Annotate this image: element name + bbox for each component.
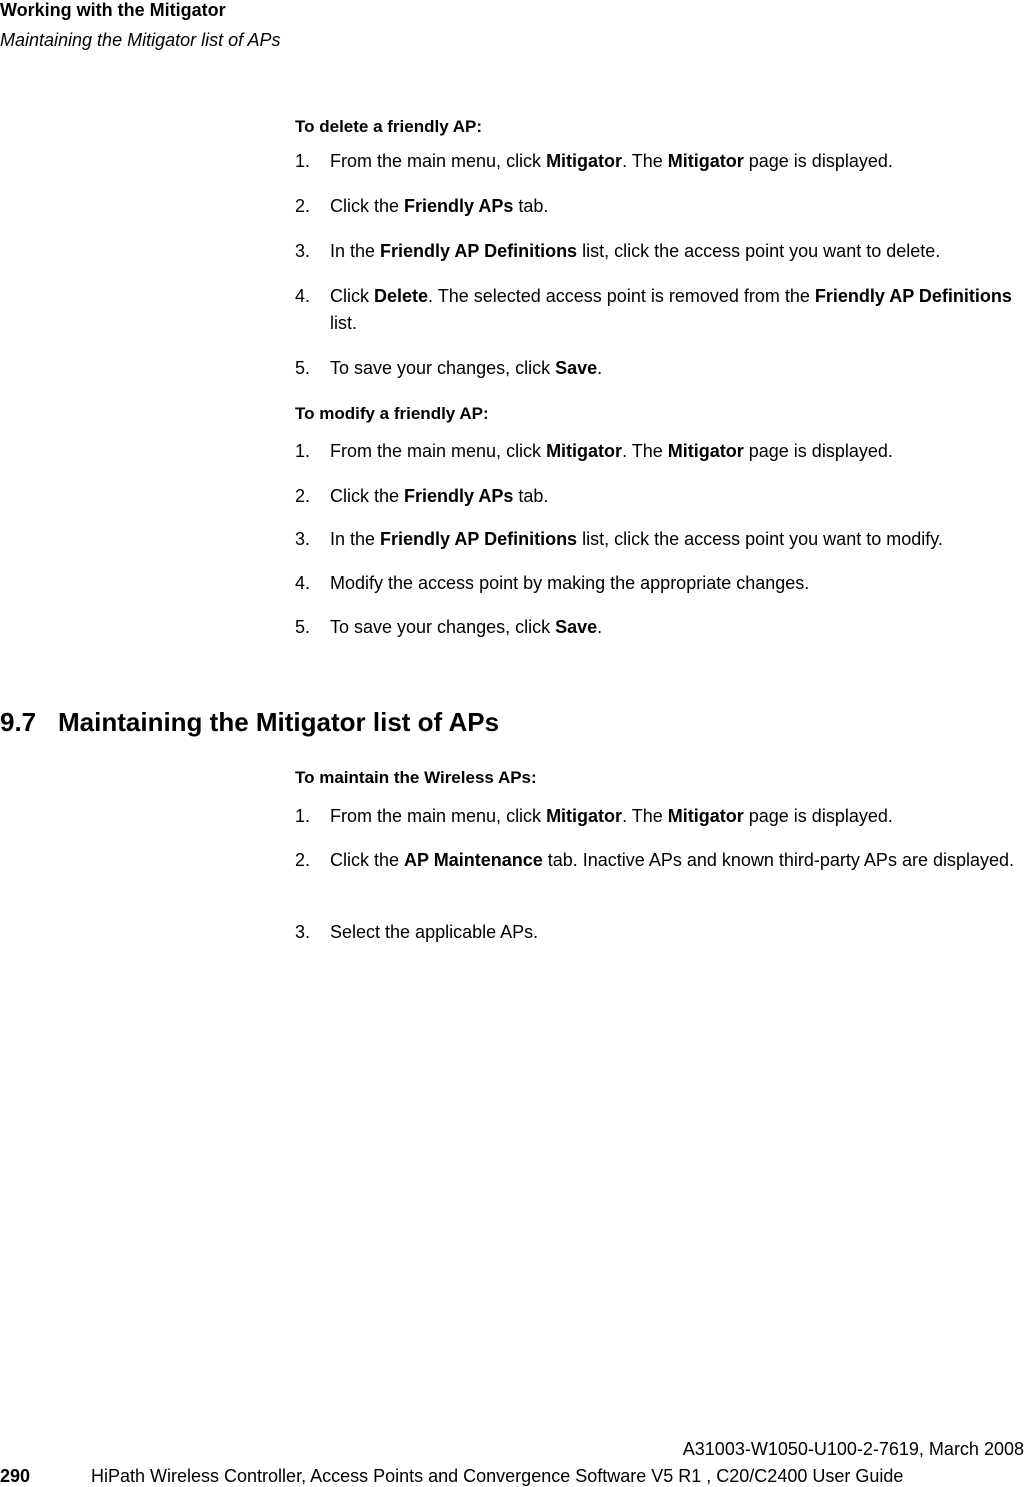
step-text: To save your changes, click Save. (330, 617, 603, 637)
list-item (295, 238, 1030, 265)
section-heading (0, 706, 499, 738)
step-text: Select the applicable APs. (330, 922, 539, 942)
step-number: 1. (295, 151, 311, 171)
list-item (295, 803, 1030, 830)
chapter-title: Working with the Mitigator (0, 0, 226, 20)
step-text: Click the AP Maintenance tab. Inactive APs and known third-party APs are displayed. (330, 850, 1015, 870)
step-number: 2. (295, 850, 311, 870)
list-item (295, 526, 1030, 553)
step-number: 2. (295, 486, 311, 506)
step-number: 2. (295, 196, 311, 216)
step-text: To save your changes, click Save. (330, 358, 603, 378)
section-title: Maintaining the Mitigator list of APs (58, 707, 500, 737)
step-text: From the main menu, click Mitigator. The Mitigator page is displayed. (330, 151, 893, 171)
list-item (295, 148, 1030, 175)
step-number: 3. (295, 241, 311, 261)
step-number: 1. (295, 441, 311, 461)
step-text: Modify the access point by making the appropriate changes. (330, 573, 810, 593)
step-text: Click Delete. The selected access point is removed from the Friendly AP Definitions list. (330, 286, 1012, 333)
book-title: HiPath Wireless Controller, Access Points and Convergence Software V5 R1 , C20/C2400 User Guide (91, 1466, 904, 1486)
step-text: Click the Friendly APs tab. (330, 486, 549, 506)
list-item (295, 570, 1030, 597)
step-number: 4. (295, 286, 311, 306)
step-number: 3. (295, 529, 311, 549)
step-text: From the main menu, click Mitigator. The Mitigator page is displayed. (330, 806, 893, 826)
doc-id: A31003-W1050-U100-2-7619, March 2008 (682, 1439, 1024, 1459)
section-number: 9.7 (0, 707, 37, 737)
list-item (295, 847, 1030, 874)
step-number: 1. (295, 806, 311, 826)
delete-procedure-heading: To delete a friendly AP: (295, 117, 483, 136)
step-number: 3. (295, 922, 311, 942)
step-number: 5. (295, 617, 311, 637)
list-item (295, 355, 1030, 382)
maintain-procedure-heading: To maintain the Wireless APs: (295, 768, 537, 787)
list-item (295, 614, 1030, 641)
list-item (295, 193, 1030, 220)
step-text: In the Friendly AP Definitions list, click the access point you want to modify. (330, 529, 943, 549)
list-item (295, 438, 1030, 465)
step-number: 4. (295, 573, 311, 593)
page-number: 290 (0, 1466, 31, 1486)
step-text: In the Friendly AP Definitions list, click the access point you want to delete. (330, 241, 941, 261)
step-text: From the main menu, click Mitigator. The Mitigator page is displayed. (330, 441, 893, 461)
modify-procedure-heading: To modify a friendly AP: (295, 404, 489, 423)
list-item (295, 283, 1030, 337)
section-subtitle: Maintaining the Mitigator list of APs (0, 30, 281, 50)
step-number: 5. (295, 358, 311, 378)
list-item (295, 483, 1030, 510)
step-text: Click the Friendly APs tab. (330, 196, 549, 216)
list-item (295, 919, 1030, 946)
